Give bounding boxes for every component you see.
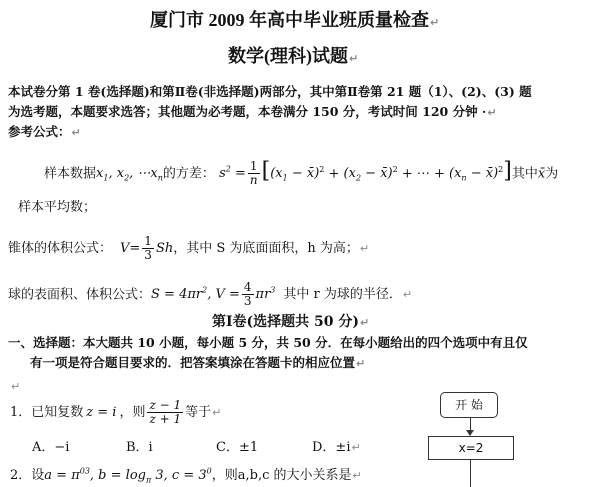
paragraph-mark-icon: ↵ bbox=[487, 106, 497, 119]
math-sample-data: $x_1$, $x_2$, $\cdots x_n$ bbox=[96, 166, 163, 183]
intro-line-2: 为选考题，本题要求选答；其他题为必考题，本卷满分 150 分，考试时间 120 分钟 ·↵ bbox=[8, 104, 497, 119]
empty-paragraph-mark bbox=[10, 375, 20, 394]
paragraph-mark-icon: ↵ bbox=[212, 406, 222, 419]
option-a: A．−i bbox=[32, 440, 70, 455]
math-fraction-1-over-n: $\frac{1}{n}$ bbox=[249, 159, 258, 188]
flowchart-arrow bbox=[470, 459, 471, 487]
reference-formula-label: 参考公式：↵ bbox=[8, 124, 81, 139]
variance-formula: 样本数据$x_1$, $x_2$, $\cdots x_n$的方差： $s^2$ = $\frac{1}{n}$ [($x_1$ − x̄)$^2$ + ($x_2$ − x̄)$^2$ + ⋯ + ($x_n$ − x̄)$^2$]其中x̄为 bbox=[44, 158, 559, 188]
flowchart-assign-box: x=2 bbox=[428, 436, 514, 460]
section-heading: 第Ⅰ卷(选择题共 50 分)↵ bbox=[212, 314, 370, 330]
option-c: C．±1 bbox=[216, 440, 259, 455]
paragraph-mark-icon: ↵ bbox=[349, 52, 359, 65]
math-fraction-4-over-3: $\frac{4}{3}$ bbox=[243, 280, 252, 309]
paragraph-mark-icon: ↵ bbox=[11, 380, 21, 393]
option-d: D．±i bbox=[312, 440, 351, 455]
variance-formula-line-2: 样本平均数； bbox=[18, 200, 97, 215]
paragraph-mark-icon: ↵ bbox=[360, 316, 370, 329]
paragraph-mark-icon: ↵ bbox=[356, 357, 366, 370]
section-instructions-line-1: 一、选择题：本大题共 10 小题，每小题 5 分，共 50 分．在每小题给出的四个选项中有且仅 bbox=[8, 335, 528, 350]
question-1: 1．已知复数 z = i ，则 $\frac{z - 1}{z + 1}$ 等于↵ bbox=[10, 398, 222, 426]
math-variance-expression: $s^2$ = bbox=[219, 165, 246, 182]
paragraph-mark-icon: ↵ bbox=[71, 126, 81, 139]
page-subtitle: 数学(理科)试题↵ bbox=[228, 46, 359, 66]
paragraph-mark-icon: ↵ bbox=[402, 288, 413, 302]
option-b: B．i bbox=[126, 440, 153, 455]
sphere-formula: 球的表面积、体积公式：$S = 4\pi r^2$, V = $\frac{4}{3}$ $\pi r^3$ 其中 r 为球的半径．↵ bbox=[8, 280, 413, 309]
page-title: 厦门市 2009 年高中毕业班质量检查↵ bbox=[150, 10, 440, 30]
paragraph-mark-icon: ↵ bbox=[352, 469, 362, 482]
section-instructions-line-2: 有一项是符合题目要求的．把答案填涂在答题卡的相应位置↵ bbox=[30, 355, 366, 370]
flowchart-start-box: 开 始 bbox=[440, 392, 498, 418]
question-1-options bbox=[32, 436, 361, 455]
intro-line-1: 本试卷分第 1 卷(选择题)和第Ⅱ卷(非选择题)两部分，其中第Ⅱ卷第 21 题（1）、(2)、(3) 题 bbox=[8, 84, 532, 99]
paragraph-mark-icon: ↵ bbox=[359, 242, 370, 255]
paragraph-mark-icon: ↵ bbox=[430, 16, 440, 29]
question-2: 2．设$a = \pi^{03}$, $b = \log_\pi 3$, $c = 3^0$，则a,b,c 的大小关系是↵ bbox=[10, 466, 362, 485]
cone-volume-formula: 锥体的体积公式： V= $\frac{1}{3}$ Sh，其中 S 为底面面积，h 为高；↵ bbox=[8, 234, 370, 262]
math-fraction-1-over-3: $\frac{1}{3}$ bbox=[144, 234, 152, 262]
math-fraction-z-minus-1-over-z-plus-1: $\frac{z - 1}{z + 1}$ bbox=[149, 398, 182, 426]
paragraph-mark-icon: ↵ bbox=[351, 441, 361, 454]
